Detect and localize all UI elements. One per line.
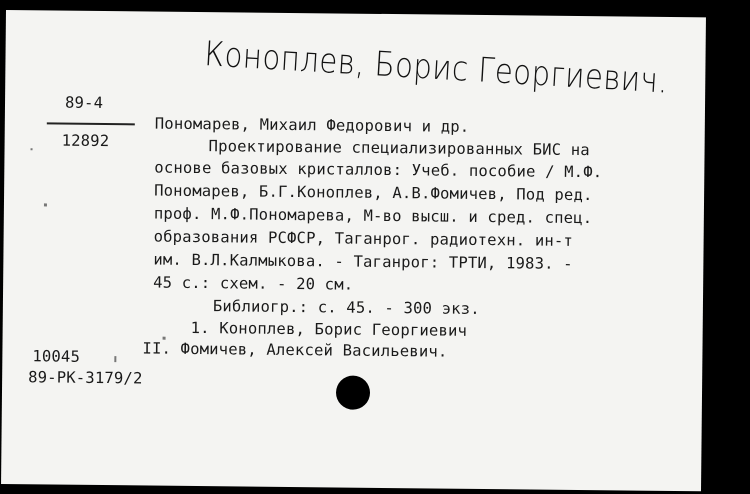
ink-blot: [336, 375, 370, 409]
title-line-4: проф. М.Ф.Пономарева, М-во высш. и сред. спец.: [153, 204, 593, 228]
shelf-mark-top: 89-4: [64, 93, 104, 113]
ink-speck: [44, 203, 47, 206]
handwritten-heading: Коноплев, Борис Георгиевич.: [203, 34, 670, 102]
shelf-mark-divider: [47, 122, 135, 124]
physical-description: 45 с.: схем. - 20 см.: [153, 273, 354, 294]
title-line-2: основе базовых кристаллов: Учеб. пособие / М.Ф.: [154, 158, 603, 182]
shelf-mark-bottom: 12892: [61, 131, 110, 151]
added-entry-2: II. Фомичев, Алексей Васильевич.: [142, 339, 448, 361]
accession-number: 10045: [32, 347, 81, 366]
title-line-1: Проектирование специализированных БИС на: [208, 137, 590, 160]
bibliography-note: Библиогр.: с. 45. - 300 экз.: [212, 297, 480, 318]
ink-speck: [163, 337, 166, 340]
added-entry-1: 1. Коноплев, Борис Георгиевич: [190, 318, 468, 340]
catalog-code: 89-PK-3179/2: [28, 368, 143, 388]
ink-speck: [31, 148, 33, 150]
title-line-5: образования РСФСР, Таганрог. радиотехн. ин-т: [153, 227, 574, 250]
author-line: Пономарев, Михаил Федорович и др.: [154, 114, 470, 136]
catalog-card: [1, 10, 706, 491]
title-line-6: им. В.Л.Калмыкова. - Таганрог: ТРТИ, 1983. -: [153, 250, 573, 273]
title-line-3: Пономарев, Б.Г.Коноплев, А.В.Фомичев, Под ред.: [154, 181, 593, 205]
ink-speck: [114, 356, 116, 362]
